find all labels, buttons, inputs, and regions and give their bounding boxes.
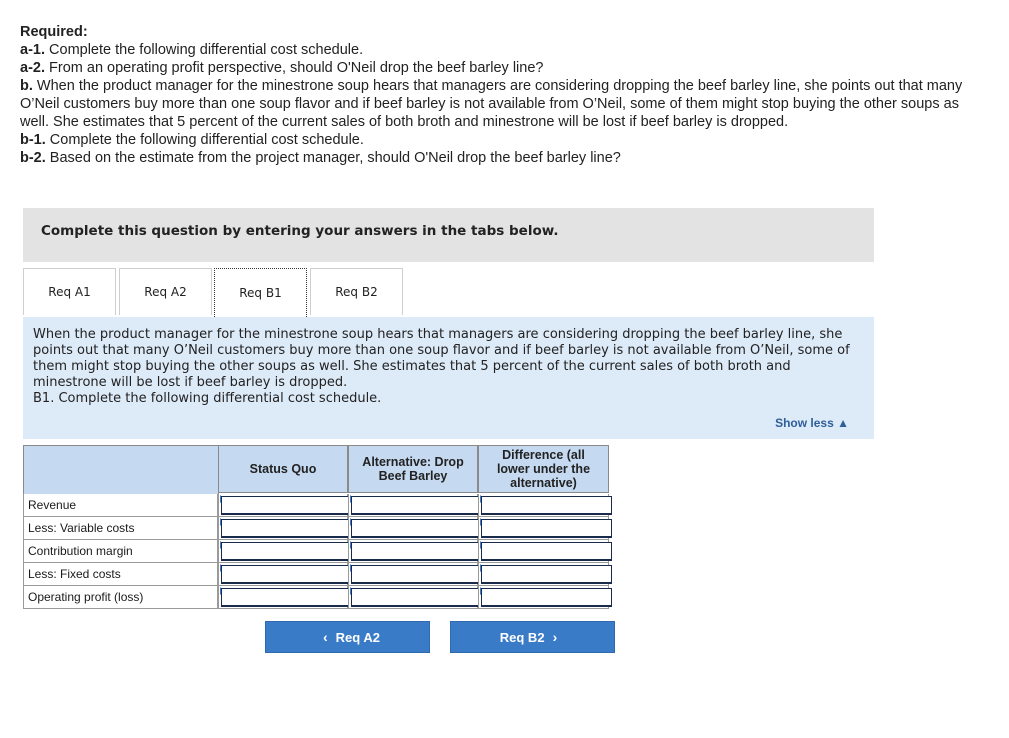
operating-profit-status-quo-input[interactable] — [221, 588, 351, 607]
tab-label: Req B1 — [239, 286, 282, 300]
cell — [478, 517, 609, 540]
variable-costs-alternative-input[interactable] — [351, 519, 481, 538]
contribution-margin-status-quo-input[interactable] — [221, 542, 351, 561]
a2-text: From an operating profit perspective, should O'Neil drop the beef barley line? — [45, 60, 544, 76]
cell — [478, 586, 609, 609]
b2-label: b-2. — [20, 150, 46, 166]
show-less-label: Show less — [775, 416, 834, 430]
banner-text: Complete this question by entering your answers in the tabs below. — [41, 223, 559, 239]
cell — [348, 494, 478, 517]
a2-label: a-2. — [20, 60, 45, 76]
header-difference: Difference (all lower under the alternative) — [478, 445, 609, 493]
revenue-alternative-input[interactable] — [351, 496, 481, 515]
next-req-b2-button[interactable] — [450, 621, 615, 653]
cell — [218, 540, 348, 563]
question-panel — [23, 317, 874, 439]
table-row — [23, 540, 609, 563]
cell — [218, 494, 348, 517]
required-instructions — [20, 23, 970, 167]
fixed-costs-alternative-input[interactable] — [351, 565, 481, 584]
variable-costs-difference-input[interactable] — [481, 519, 612, 538]
revenue-status-quo-input[interactable] — [221, 496, 351, 515]
a1-text: Complete the following differential cost schedule. — [45, 42, 364, 58]
tab-label: Req B2 — [335, 285, 378, 299]
b-text: When the product manager for the minestrone soup hears that managers are considering dropping the beef barley line, she points out that many O’Neil customers buy more than one soup flavor and if beef barley is not available from O’Neil, some of them might stop buying the other soups as well. She estimates that 5 percent of the current sales of both broth and minestrone will be lost if beef barley is dropped. — [20, 78, 963, 130]
show-less-toggle[interactable] — [775, 416, 849, 430]
panel-text — [33, 327, 863, 407]
operating-profit-difference-input[interactable] — [481, 588, 612, 607]
a1-label: a-1. — [20, 42, 45, 58]
header-blank-cell — [23, 445, 219, 495]
tab-label: Req A1 — [48, 285, 91, 299]
cell — [478, 540, 609, 563]
row-label: Operating profit (loss) — [23, 586, 218, 609]
panel-description: When the product manager for the minestrone soup hears that managers are considering dropping the beef barley line, she points out that many O’Neil customers buy more than one soup flavor and if beef barley is not available from O’Neil, some of them might stop buying the other soups as well. She estimates that 5 percent of the current sales of both broth and minestrone will be lost if beef barley is dropped. — [33, 327, 850, 390]
contribution-margin-difference-input[interactable] — [481, 542, 612, 561]
table-header — [23, 445, 609, 494]
cell — [348, 586, 478, 609]
row-label: Less: Fixed costs — [23, 563, 218, 586]
fixed-costs-status-quo-input[interactable] — [221, 565, 351, 584]
panel-instruction: B1. Complete the following differential cost schedule. — [33, 391, 382, 406]
prev-button-label: Req A2 — [335, 629, 380, 645]
tab-req-b2[interactable] — [310, 268, 403, 315]
instruction-banner — [23, 208, 874, 262]
tab-req-a2[interactable] — [119, 268, 212, 315]
table-row — [23, 494, 609, 517]
tab-req-a1[interactable] — [23, 268, 116, 315]
table-row — [23, 517, 609, 540]
b2-text: Based on the estimate from the project manager, should O'Neil drop the beef barley line? — [45, 150, 621, 166]
chevron-right-icon: › — [552, 629, 558, 645]
row-label: Revenue — [23, 494, 218, 517]
b1-label: b-1. — [20, 132, 46, 148]
chevron-left-icon: ‹ — [323, 629, 328, 645]
cell — [218, 517, 348, 540]
table-row — [23, 586, 609, 609]
tab-req-b1[interactable] — [214, 268, 307, 317]
tab-label: Req A2 — [144, 285, 187, 299]
next-button-label: Req B2 — [499, 629, 545, 645]
b1-text: Complete the following differential cost schedule. — [45, 132, 364, 148]
cell — [218, 586, 348, 609]
header-alternative: Alternative: Drop Beef Barley — [348, 445, 478, 493]
required-heading: Required: — [20, 24, 88, 40]
triangle-up-icon: ▲ — [837, 416, 849, 430]
differential-cost-table — [23, 445, 609, 609]
cell — [218, 563, 348, 586]
cell — [348, 517, 478, 540]
prev-req-a2-button[interactable] — [265, 621, 430, 653]
variable-costs-status-quo-input[interactable] — [221, 519, 351, 538]
table-row — [23, 563, 609, 586]
cell — [478, 494, 609, 517]
operating-profit-alternative-input[interactable] — [351, 588, 481, 607]
cell — [478, 563, 609, 586]
b-label: b. — [20, 78, 33, 94]
cell — [348, 563, 478, 586]
header-status-quo: Status Quo — [218, 445, 348, 493]
revenue-difference-input[interactable] — [481, 496, 612, 515]
contribution-margin-alternative-input[interactable] — [351, 542, 481, 561]
row-label: Contribution margin — [23, 540, 218, 563]
cell — [348, 540, 478, 563]
fixed-costs-difference-input[interactable] — [481, 565, 612, 584]
row-label: Less: Variable costs — [23, 517, 218, 540]
